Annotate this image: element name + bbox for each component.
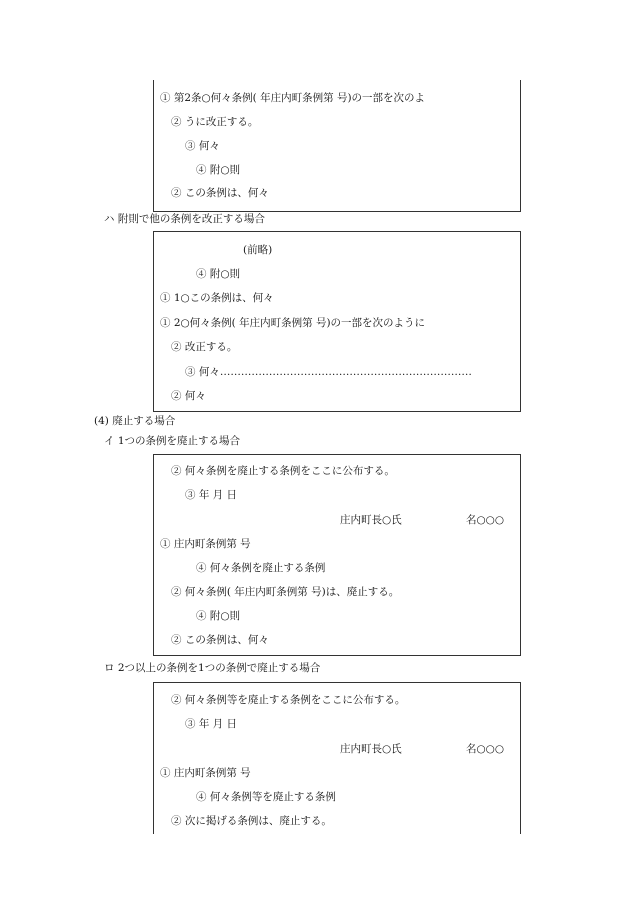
i-line-4: ① 庄内町条例第 号 [160, 538, 251, 550]
i-name: 名○○○ [466, 514, 504, 526]
i-line-6: ② 何々条例( 年庄内町条例第 号)は、廃止する。 [171, 586, 400, 598]
ro-line-5: ④ 何々条例等を廃止する条例 [196, 791, 336, 803]
box1-line-2: ② うに改正する。 [171, 116, 259, 128]
ro-name: 名○○○ [466, 743, 504, 755]
section-ha-heading: ハ 附則で他の条例を改正する場合 [104, 213, 265, 225]
i-line-8: ② この条例は、何々 [171, 634, 269, 646]
box1-line-1: ① 第2条○何々条例( 年庄内町条例第 号)の一部を次のよ [160, 92, 426, 104]
ha-line-3: ① 1○この条例は、何々 [160, 292, 274, 304]
i-line-1: ② 何々条例を廃止する条例をここに公布する。 [171, 465, 395, 477]
i-line-5: ④ 何々条例を廃止する条例 [196, 562, 326, 574]
ha-line-5: ② 改正する。 [171, 341, 238, 353]
ro-line-4: ① 庄内町条例第 号 [160, 767, 251, 779]
ha-line-4: ① 2○何々条例( 年庄内町条例第 号)の一部を次のように [160, 317, 426, 329]
section-4-heading: (4) 廃止する場合 [94, 415, 176, 427]
ha-line-6: ③ 何々……………………………………………………………… [185, 366, 472, 378]
section-i-heading: イ 1つの条例を廃止する場合 [104, 435, 241, 447]
box1-line-3: ③ 何々 [185, 140, 220, 152]
example-box-i [153, 454, 521, 656]
ro-line-2: ③ 年 月 日 [185, 718, 238, 730]
ha-line-1: (前略) [243, 244, 273, 256]
ha-line-7: ② 何々 [171, 390, 206, 402]
ro-mayor: 庄内町長○氏 [340, 743, 402, 755]
i-line-2: ③ 年 月 日 [185, 489, 238, 501]
ro-line-6: ② 次に掲げる条例は、廃止する。 [171, 815, 332, 827]
i-line-7: ④ 附○則 [196, 610, 240, 622]
ro-line-1: ② 何々条例等を廃止する条例をここに公布する。 [171, 694, 406, 706]
i-mayor: 庄内町長○氏 [340, 514, 402, 526]
section-ro-heading: ロ 2つ以上の条例を1つの条例で廃止する場合 [104, 662, 321, 674]
box1-line-5: ② この条例は、何々 [171, 187, 269, 199]
box1-line-4: ④ 附○則 [196, 164, 240, 176]
ha-line-2: ④ 附○則 [196, 268, 240, 280]
